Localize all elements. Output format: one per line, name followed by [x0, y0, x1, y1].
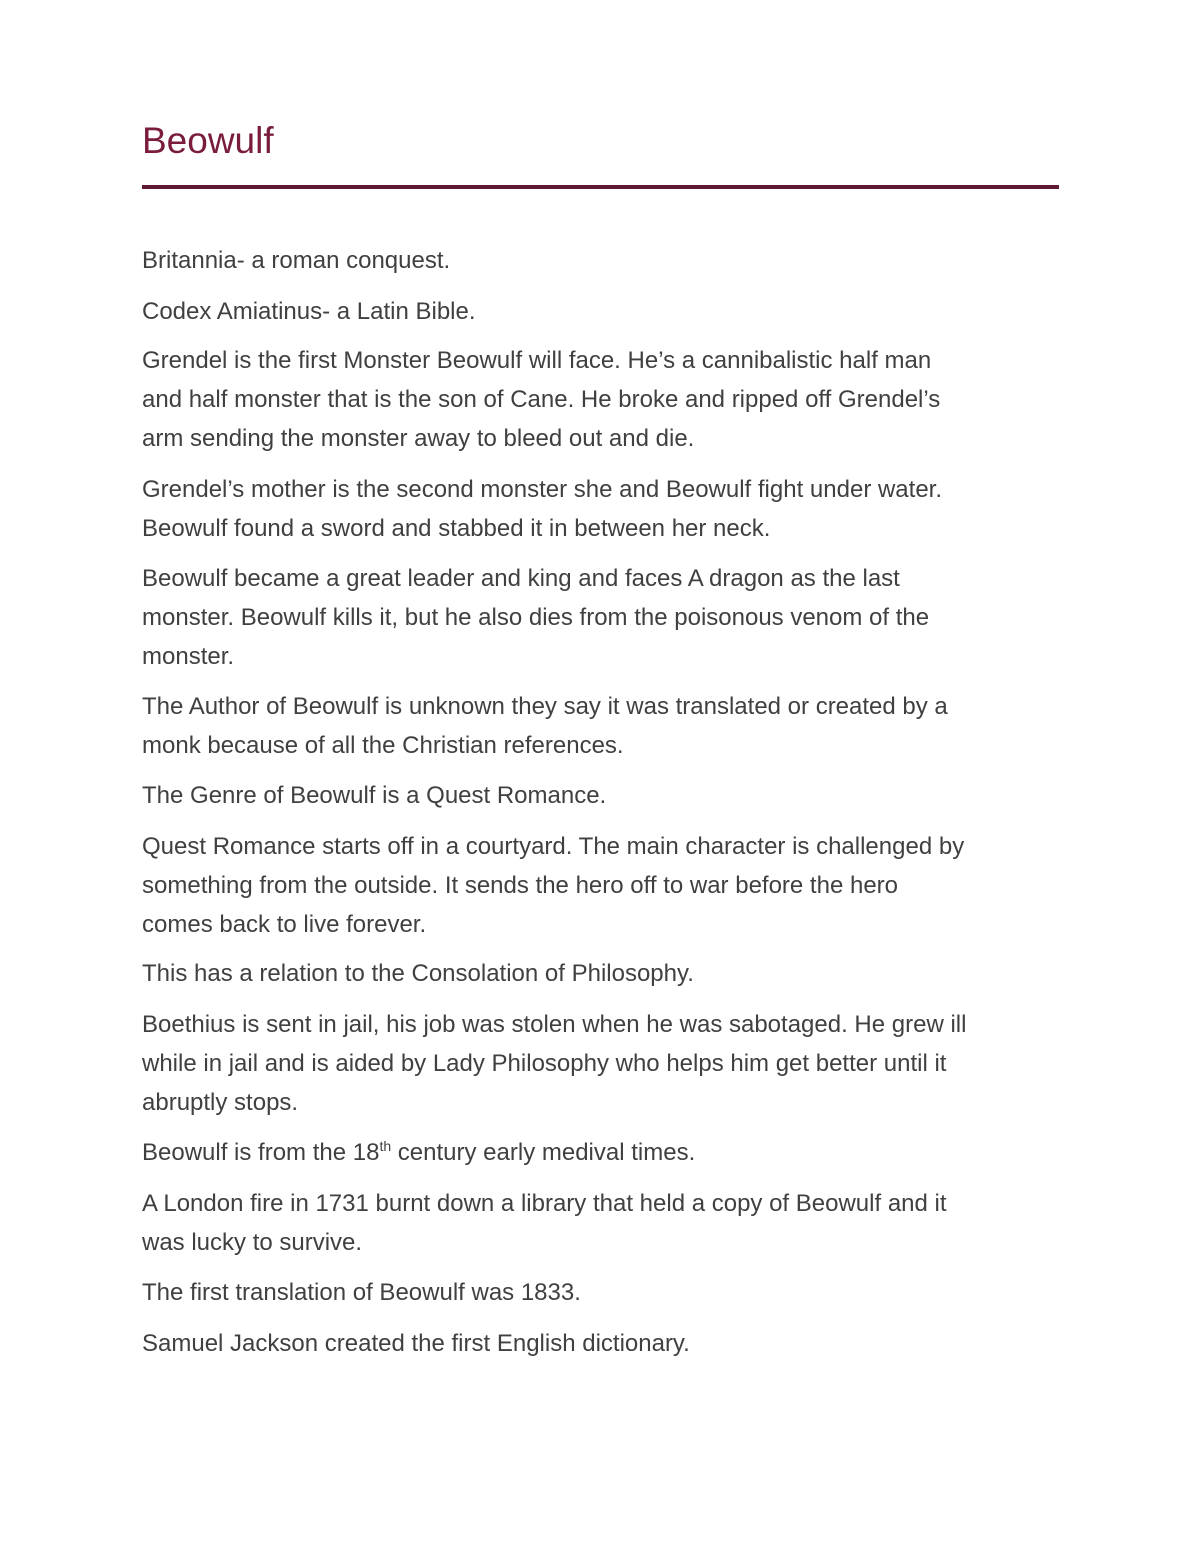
paragraph-line: something from the outside. It sends the hero off to war before the hero	[142, 872, 898, 899]
paragraph-grendel	[142, 341, 1072, 458]
paragraph-line: and half monster that is the son of Cane. He broke and ripped off Grendel’s	[142, 386, 941, 413]
ordinal-superscript: th	[379, 1138, 392, 1154]
paragraph-line: Beowulf became a great leader and king and faces A dragon as the last	[142, 565, 900, 592]
paragraph-line: Codex Amiatinus- a Latin Bible.	[142, 298, 476, 325]
paragraph-line: A London fire in 1731 burnt down a library that held a copy of Beowulf and it	[142, 1190, 947, 1217]
century-text-before: Beowulf is from the 18	[142, 1139, 380, 1166]
paragraph-line: Grendel is the first Monster Beowulf will face. He’s a cannibalistic half man	[142, 347, 932, 374]
paragraph-line: arm sending the monster away to bleed out and die.	[142, 425, 695, 452]
paragraph-boethius	[142, 1005, 1072, 1122]
paragraph-line: abruptly stops.	[142, 1089, 299, 1116]
paragraph-century	[142, 1133, 1072, 1172]
paragraph-line: monster.	[142, 643, 235, 670]
paragraph-line: while in jail and is aided by Lady Philosophy who helps him get better until it	[142, 1050, 947, 1077]
paragraph-london-fire	[142, 1184, 1072, 1262]
paragraph-first-translation	[142, 1273, 1072, 1312]
paragraph-line: Samuel Jackson created the first English dictionary.	[142, 1330, 690, 1357]
paragraph-author	[142, 687, 1072, 765]
paragraph-line: Britannia- a roman conquest.	[142, 247, 451, 274]
paragraph-line: Grendel’s mother is the second monster she and Beowulf fight under water.	[142, 476, 943, 503]
paragraph-line: Beowulf found a sword and stabbed it in between her neck.	[142, 515, 771, 542]
paragraph-line: monster. Beowulf kills it, but he also dies from the poisonous venom of the	[142, 604, 930, 631]
paragraph-quest-romance	[142, 827, 1072, 944]
paragraph-dragon	[142, 559, 1072, 676]
paragraph-line: comes back to live forever.	[142, 911, 427, 938]
paragraph-dictionary	[142, 1324, 1072, 1363]
paragraph-line: The Author of Beowulf is unknown they say it was translated or created by a	[142, 693, 948, 720]
title-underline-rule	[142, 185, 1059, 189]
paragraph-line: was lucky to survive.	[142, 1229, 363, 1256]
paragraph-codex	[142, 292, 1072, 331]
paragraph-line: Boethius is sent in jail, his job was stolen when he was sabotaged. He grew ill	[142, 1011, 967, 1038]
paragraph-line: The first translation of Beowulf was 1833.	[142, 1279, 581, 1306]
paragraph-consolation	[142, 954, 1072, 993]
paragraph-genre	[142, 776, 1072, 815]
paragraph-britannia	[142, 241, 1072, 280]
paragraph-grendels-mother	[142, 470, 1072, 548]
century-text-after: century early medival times.	[391, 1139, 696, 1166]
paragraph-line: Quest Romance starts off in a courtyard. The main character is challenged by	[142, 833, 965, 860]
paragraph-line: The Genre of Beowulf is a Quest Romance.	[142, 782, 607, 809]
paragraph-line: This has a relation to the Consolation of Philosophy.	[142, 960, 694, 987]
document-title: Beowulf	[142, 120, 274, 161]
paragraph-line: monk because of all the Christian references.	[142, 732, 624, 759]
